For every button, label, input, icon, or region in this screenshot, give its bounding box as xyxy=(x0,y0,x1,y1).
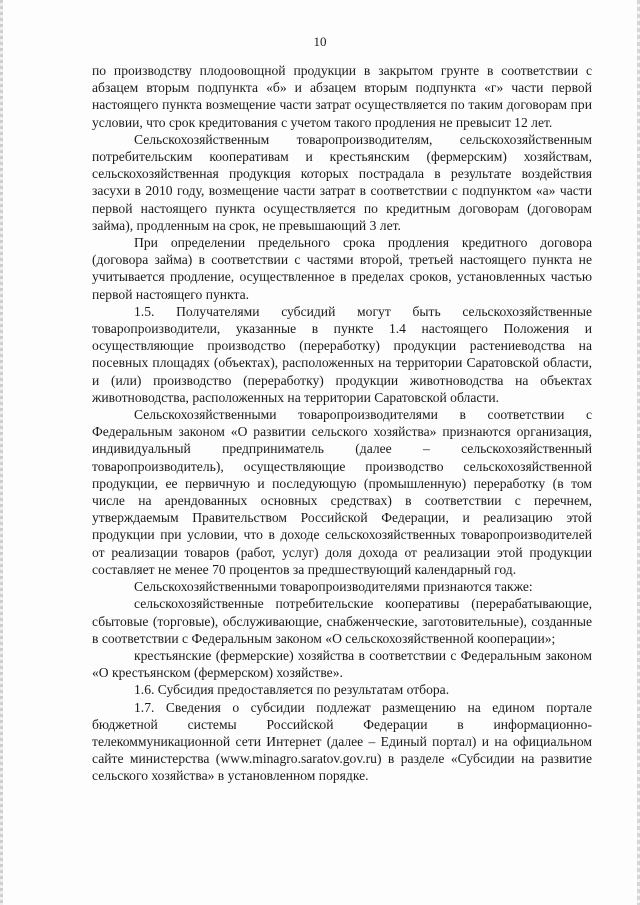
paragraph-1-5: 1.5. Получателями субсидий могут быть сельскохозяйственные товаропроизводители, указанные в пункте 1.4 настоящего Положения и осуществляющие производство (переработку) продукции растениеводства на посевных площадях (объектах), расположенных на территории Саратовской области, и (или) производство (переработку) продукции животноводства на объектах животноводства, расположенных на территории Саратовской области. xyxy=(92,303,592,405)
page-number: 10 xyxy=(313,34,327,49)
paragraph-cooperatives: сельскохозяйственные потребительские кооперативы (перерабатывающие, сбытовые (торговые), обслуживающие, снабженческие, заготовительные), созданные в соответствии с Федеральным законом «О сельскохозяйственной кооперации»; xyxy=(92,596,592,646)
paragraph-producers-definition: Сельскохозяйственными товаропроизводителями в соответствии с Федеральным законом «О развитии сельского хозяйства» признаются организация, индивидуальный предприниматель (далее – сельскохозяйственный товаропроизводитель), осуществляющие производство сельскохозяйственной продукции, ее первичную и последующую (промышленную) переработку (в том числе на арендованных основных средствах) в соответствии с перечнем, утверждаемым Правительством Российской Федерации, и реализацию этой продукции при условии, что в доходе сельскохозяйственных товаропроизводителей от реализации товаров (работ, услуг) доля дохода от реализации этой продукции составляет не менее 70 процентов за предшествующий календарный год. xyxy=(92,407,592,577)
paragraph-continuation: по производству плодоовощной продукции в закрытом грунте в соответствии с абзацем вторым подпункта «б» и абзацем вторым подпункта «г» части первой настоящего пункта возмещение части затрат осуществляется по таким договорам при условии, что срок кредитования с учетом такого продления не превысит 12 лет. xyxy=(92,63,592,130)
paragraph-1-6: 1.6. Субсидия предоставляется по результатам отбора. xyxy=(134,682,450,698)
document-body xyxy=(92,62,592,785)
paragraph-also-recognized: Сельскохозяйственными товаропроизводителями признаются также: xyxy=(134,579,533,595)
scan-edge-left xyxy=(0,0,3,905)
paragraph-1-7: 1.7. Сведения о субсидии подлежат размещению на едином портале бюджетной системы Российской Федерации в информационно-телекоммуникационной сети Интернет (далее – Единый портал) и на официальном сайте министерства (www.minagro.saratov.gov.ru) в разделе «Субсидии на развитие сельского хозяйства» в установленном порядке. xyxy=(92,699,592,784)
paragraph-drought: Сельскохозяйственным товаропроизводителям, сельскохозяйственным потребительским кооперативам и крестьянским (фермерским) хозяйствам, сельскохозяйственная продукция которых пострадала в результате воздействия засухи в 2010 году, возмещение части затрат в соответствии с подпунктом «а» части первой настоящего пункта осуществляется по кредитным договорам (договорам займа), продленным на срок, не превышающий 3 лет. xyxy=(92,131,592,233)
paragraph-farms: крестьянские (фермерские) хозяйства в соответствии с Федеральным законом «О крестьянском (фермерском) хозяйстве». xyxy=(92,647,592,681)
paragraph-extension-term: При определении предельного срока продления кредитного договора (договора займа) в соответствии с частями второй, третьей настоящего пункта не учитывается продление, осуществленное в пределах сроков, установленных частью первой настоящего пункта. xyxy=(92,235,592,302)
